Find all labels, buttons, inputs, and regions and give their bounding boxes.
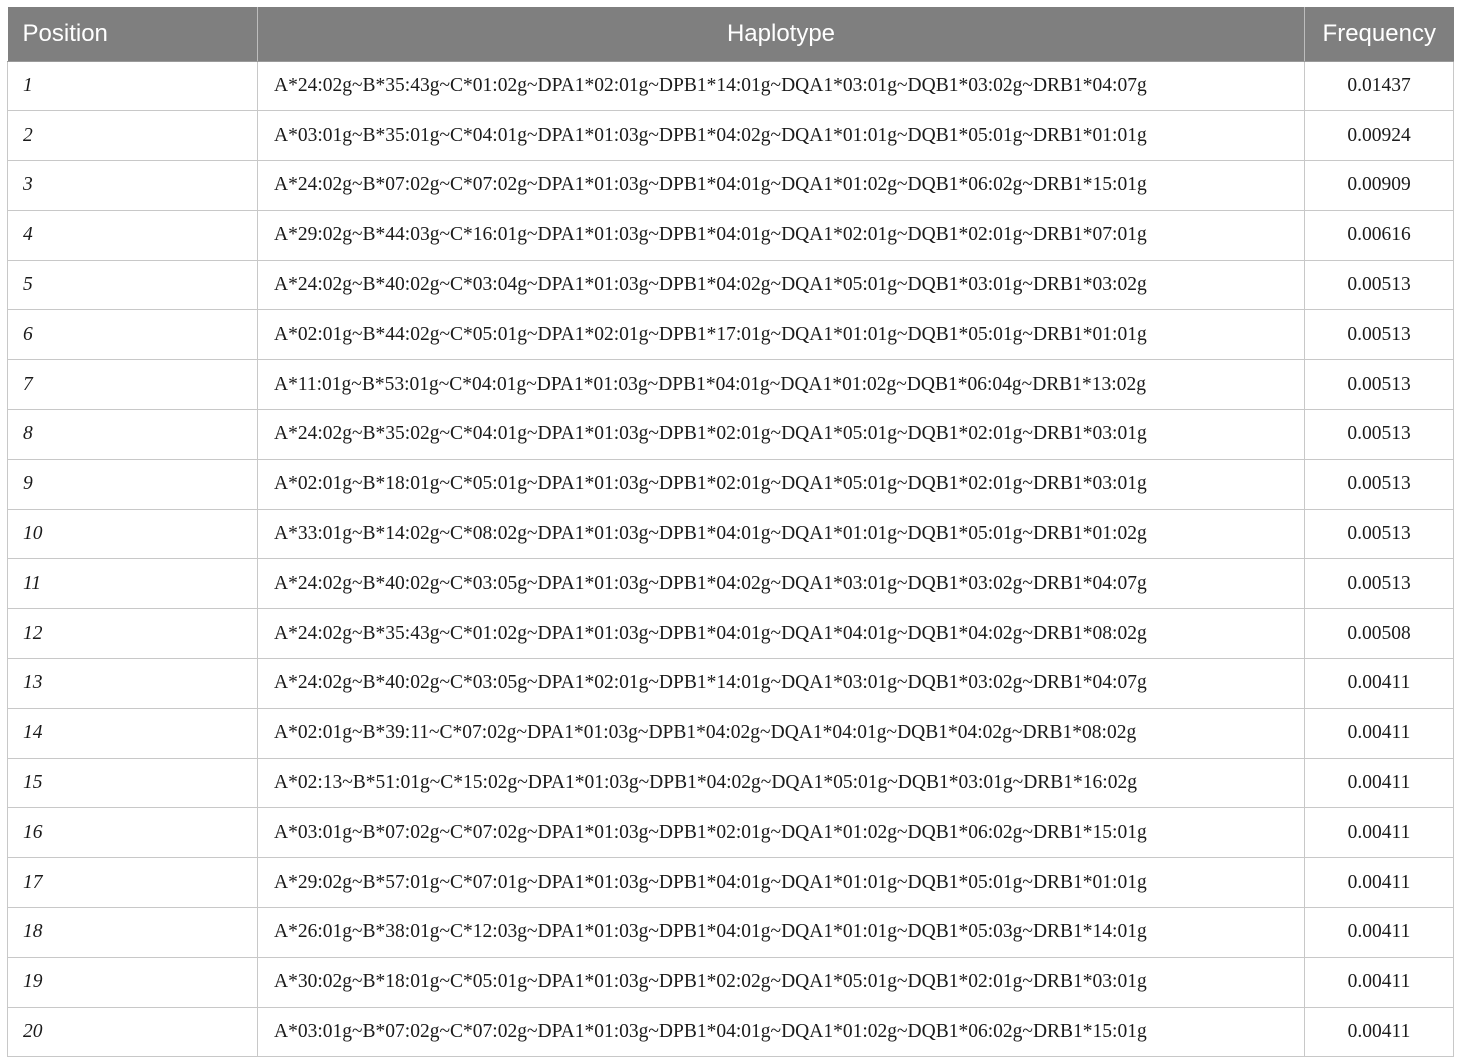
position-cell: 13 (8, 659, 258, 709)
table-header (8, 7, 1454, 61)
position-cell: 4 (8, 210, 258, 260)
position-cell: 15 (8, 758, 258, 808)
haplotype-cell: A*24:02g~B*40:02g~C*03:04g~DPA1*01:03g~DPB1*04:02g~DQA1*05:01g~DQB1*03:01g~DRB1*03:02g (258, 260, 1305, 310)
table-row (8, 111, 1454, 161)
frequency-cell: 0.01437 (1305, 61, 1454, 111)
frequency-cell: 0.00508 (1305, 609, 1454, 659)
table-row (8, 310, 1454, 360)
frequency-cell: 0.00513 (1305, 559, 1454, 609)
frequency-cell: 0.00411 (1305, 957, 1454, 1007)
haplotype-cell: A*24:02g~B*40:02g~C*03:05g~DPA1*01:03g~DPB1*04:02g~DQA1*03:01g~DQB1*03:02g~DRB1*04:07g (258, 559, 1305, 609)
haplotype-cell: A*02:01g~B*39:11~C*07:02g~DPA1*01:03g~DPB1*04:02g~DQA1*04:01g~DQB1*04:02g~DRB1*08:02g (258, 708, 1305, 758)
haplotype-cell: A*24:02g~B*35:43g~C*01:02g~DPA1*02:01g~DPB1*14:01g~DQA1*03:01g~DQB1*03:02g~DRB1*04:07g (258, 61, 1305, 111)
frequency-cell: 0.00411 (1305, 758, 1454, 808)
haplotype-cell: A*24:02g~B*07:02g~C*07:02g~DPA1*01:03g~DPB1*04:01g~DQA1*01:02g~DQB1*06:02g~DRB1*15:01g (258, 161, 1305, 211)
frequency-cell: 0.00513 (1305, 260, 1454, 310)
position-cell: 6 (8, 310, 258, 360)
position-cell: 17 (8, 858, 258, 908)
frequency-cell: 0.00513 (1305, 360, 1454, 410)
frequency-cell: 0.00513 (1305, 509, 1454, 559)
table-row (8, 559, 1454, 609)
frequency-cell: 0.00513 (1305, 310, 1454, 360)
header-row (8, 7, 1454, 61)
frequency-cell: 0.00616 (1305, 210, 1454, 260)
haplotype-cell: A*11:01g~B*53:01g~C*04:01g~DPA1*01:03g~DPB1*04:01g~DQA1*01:02g~DQB1*06:04g~DRB1*13:02g (258, 360, 1305, 410)
table-row (8, 459, 1454, 509)
haplotype-cell: A*29:02g~B*57:01g~C*07:01g~DPA1*01:03g~DPB1*04:01g~DQA1*01:01g~DQB1*05:01g~DRB1*01:01g (258, 858, 1305, 908)
position-cell: 12 (8, 609, 258, 659)
frequency-cell: 0.00909 (1305, 161, 1454, 211)
table-row (8, 360, 1454, 410)
haplotype-cell: A*24:02g~B*35:43g~C*01:02g~DPA1*01:03g~DPB1*04:01g~DQA1*04:01g~DQB1*04:02g~DRB1*08:02g (258, 609, 1305, 659)
position-cell: 9 (8, 459, 258, 509)
haplotype-cell: A*03:01g~B*35:01g~C*04:01g~DPA1*01:03g~DPB1*04:02g~DQA1*01:01g~DQB1*05:01g~DRB1*01:01g (258, 111, 1305, 161)
position-cell: 8 (8, 410, 258, 460)
column-header-position: Position (8, 7, 258, 61)
frequency-cell: 0.00411 (1305, 858, 1454, 908)
frequency-cell: 0.00411 (1305, 1007, 1454, 1057)
table-body (8, 61, 1454, 1057)
table-row (8, 161, 1454, 211)
position-cell: 2 (8, 111, 258, 161)
position-cell: 11 (8, 559, 258, 609)
haplotype-cell: A*33:01g~B*14:02g~C*08:02g~DPA1*01:03g~DPB1*04:01g~DQA1*01:01g~DQB1*05:01g~DRB1*01:02g (258, 509, 1305, 559)
position-cell: 5 (8, 260, 258, 310)
frequency-cell: 0.00411 (1305, 708, 1454, 758)
column-header-haplotype: Haplotype (258, 7, 1305, 61)
position-cell: 19 (8, 957, 258, 1007)
table-row (8, 509, 1454, 559)
table-row (8, 957, 1454, 1007)
position-cell: 20 (8, 1007, 258, 1057)
table-row (8, 210, 1454, 260)
position-cell: 14 (8, 708, 258, 758)
frequency-cell: 0.00411 (1305, 808, 1454, 858)
table-row (8, 61, 1454, 111)
haplotype-cell: A*03:01g~B*07:02g~C*07:02g~DPA1*01:03g~DPB1*02:01g~DQA1*01:02g~DQB1*06:02g~DRB1*15:01g (258, 808, 1305, 858)
table-row (8, 260, 1454, 310)
table-row (8, 858, 1454, 908)
haplotype-cell: A*26:01g~B*38:01g~C*12:03g~DPA1*01:03g~DPB1*04:01g~DQA1*01:01g~DQB1*05:03g~DRB1*14:01g (258, 908, 1305, 958)
haplotype-cell: A*29:02g~B*44:03g~C*16:01g~DPA1*01:03g~DPB1*04:01g~DQA1*02:01g~DQB1*02:01g~DRB1*07:01g (258, 210, 1305, 260)
frequency-cell: 0.00513 (1305, 459, 1454, 509)
table-row (8, 609, 1454, 659)
table-row (8, 659, 1454, 709)
haplotype-cell: A*02:13~B*51:01g~C*15:02g~DPA1*01:03g~DPB1*04:02g~DQA1*05:01g~DQB1*03:01g~DRB1*16:02g (258, 758, 1305, 808)
frequency-cell: 0.00411 (1305, 908, 1454, 958)
frequency-cell: 0.00924 (1305, 111, 1454, 161)
haplotype-cell: A*24:02g~B*40:02g~C*03:05g~DPA1*02:01g~DPB1*14:01g~DQA1*03:01g~DQB1*03:02g~DRB1*04:07g (258, 659, 1305, 709)
table-row (8, 808, 1454, 858)
haplotype-table (7, 7, 1454, 1057)
table-row (8, 410, 1454, 460)
haplotype-cell: A*03:01g~B*07:02g~C*07:02g~DPA1*01:03g~DPB1*04:01g~DQA1*01:02g~DQB1*06:02g~DRB1*15:01g (258, 1007, 1305, 1057)
haplotype-cell: A*30:02g~B*18:01g~C*05:01g~DPA1*01:03g~DPB1*02:02g~DQA1*05:01g~DQB1*02:01g~DRB1*03:01g (258, 957, 1305, 1007)
table-row (8, 708, 1454, 758)
haplotype-cell: A*24:02g~B*35:02g~C*04:01g~DPA1*01:03g~DPB1*02:01g~DQA1*05:01g~DQB1*02:01g~DRB1*03:01g (258, 410, 1305, 460)
position-cell: 18 (8, 908, 258, 958)
position-cell: 7 (8, 360, 258, 410)
position-cell: 1 (8, 61, 258, 111)
position-cell: 10 (8, 509, 258, 559)
position-cell: 3 (8, 161, 258, 211)
haplotype-cell: A*02:01g~B*18:01g~C*05:01g~DPA1*01:03g~DPB1*02:01g~DQA1*05:01g~DQB1*02:01g~DRB1*03:01g (258, 459, 1305, 509)
frequency-cell: 0.00513 (1305, 410, 1454, 460)
position-cell: 16 (8, 808, 258, 858)
table-row (8, 1007, 1454, 1057)
haplotype-cell: A*02:01g~B*44:02g~C*05:01g~DPA1*02:01g~DPB1*17:01g~DQA1*01:01g~DQB1*05:01g~DRB1*01:01g (258, 310, 1305, 360)
frequency-cell: 0.00411 (1305, 659, 1454, 709)
column-header-frequency: Frequency (1305, 7, 1454, 61)
table-row (8, 908, 1454, 958)
table-row (8, 758, 1454, 808)
